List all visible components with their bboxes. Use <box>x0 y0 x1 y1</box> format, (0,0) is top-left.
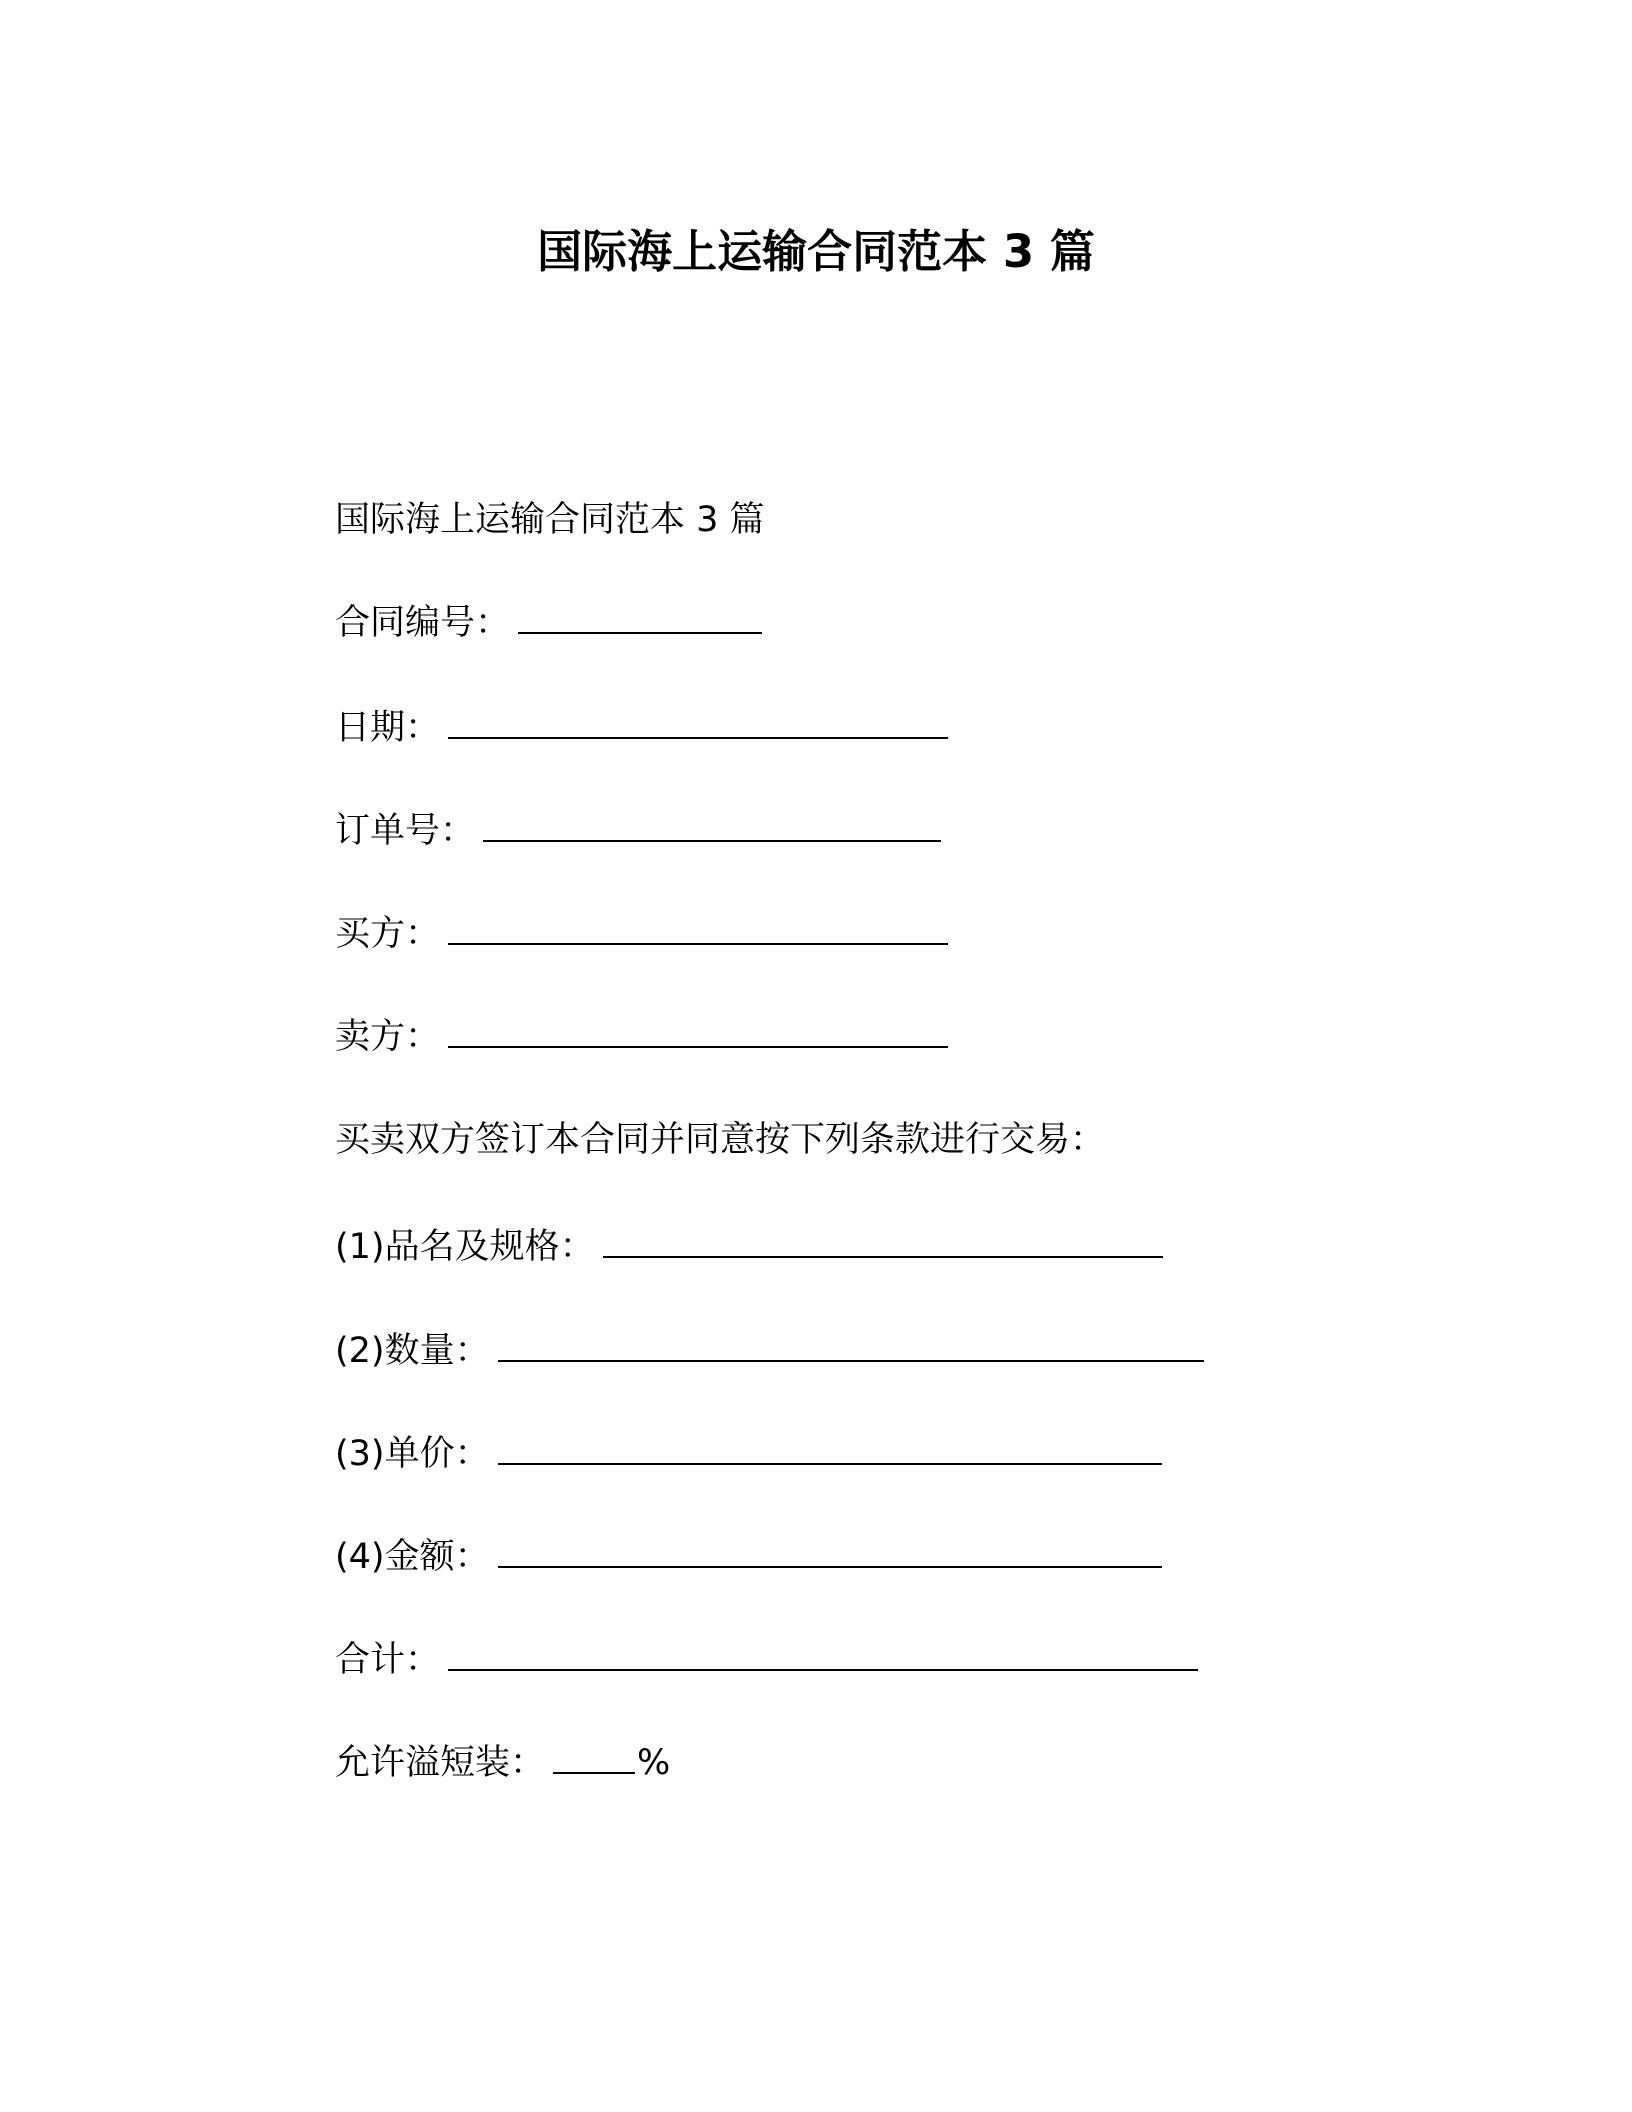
seller-label: 卖方： <box>335 1017 441 1057</box>
date-field <box>335 705 948 751</box>
seller-blank <box>448 1045 948 1048</box>
quantity-field <box>335 1328 1204 1374</box>
quantity-label: (2)数量： <box>335 1331 490 1371</box>
amount-blank <box>498 1565 1162 1568</box>
date-blank <box>448 736 948 739</box>
document-title: 国际海上运输合同范本 3 篇 <box>537 225 1095 278</box>
order-number-blank <box>483 839 941 842</box>
tolerance-label: 允许溢短装： <box>335 1743 546 1783</box>
unit-price-field <box>335 1431 1162 1477</box>
tolerance-blank <box>553 1771 635 1774</box>
date-label: 日期： <box>335 708 441 748</box>
intro-paragraph: 买卖双方签订本合同并同意按下列条款进行交易： <box>335 1120 1106 1160</box>
document-subtitle: 国际海上运输合同范本 3 篇 <box>335 500 765 540</box>
unit-price-label: (3)单价： <box>335 1434 490 1474</box>
contract-number-label: 合同编号： <box>335 603 511 643</box>
order-number-label: 订单号： <box>335 811 476 851</box>
tolerance-field <box>335 1740 670 1786</box>
tolerance-unit: % <box>637 1743 671 1783</box>
buyer-blank <box>448 942 948 945</box>
total-blank <box>448 1668 1198 1671</box>
amount-label: (4)金额： <box>335 1537 490 1577</box>
name-spec-blank <box>603 1255 1163 1258</box>
buyer-field <box>335 911 948 957</box>
amount-field <box>335 1534 1162 1580</box>
total-label: 合计： <box>335 1640 441 1680</box>
contract-number-field <box>335 600 762 646</box>
total-field <box>335 1637 1198 1683</box>
buyer-label: 买方： <box>335 914 441 954</box>
seller-field <box>335 1014 948 1060</box>
order-number-field <box>335 808 941 854</box>
unit-price-blank <box>498 1462 1162 1465</box>
name-spec-label: (1)品名及规格： <box>335 1227 595 1267</box>
contract-number-blank <box>518 631 762 634</box>
quantity-blank <box>498 1359 1204 1362</box>
name-spec-field <box>335 1224 1163 1270</box>
